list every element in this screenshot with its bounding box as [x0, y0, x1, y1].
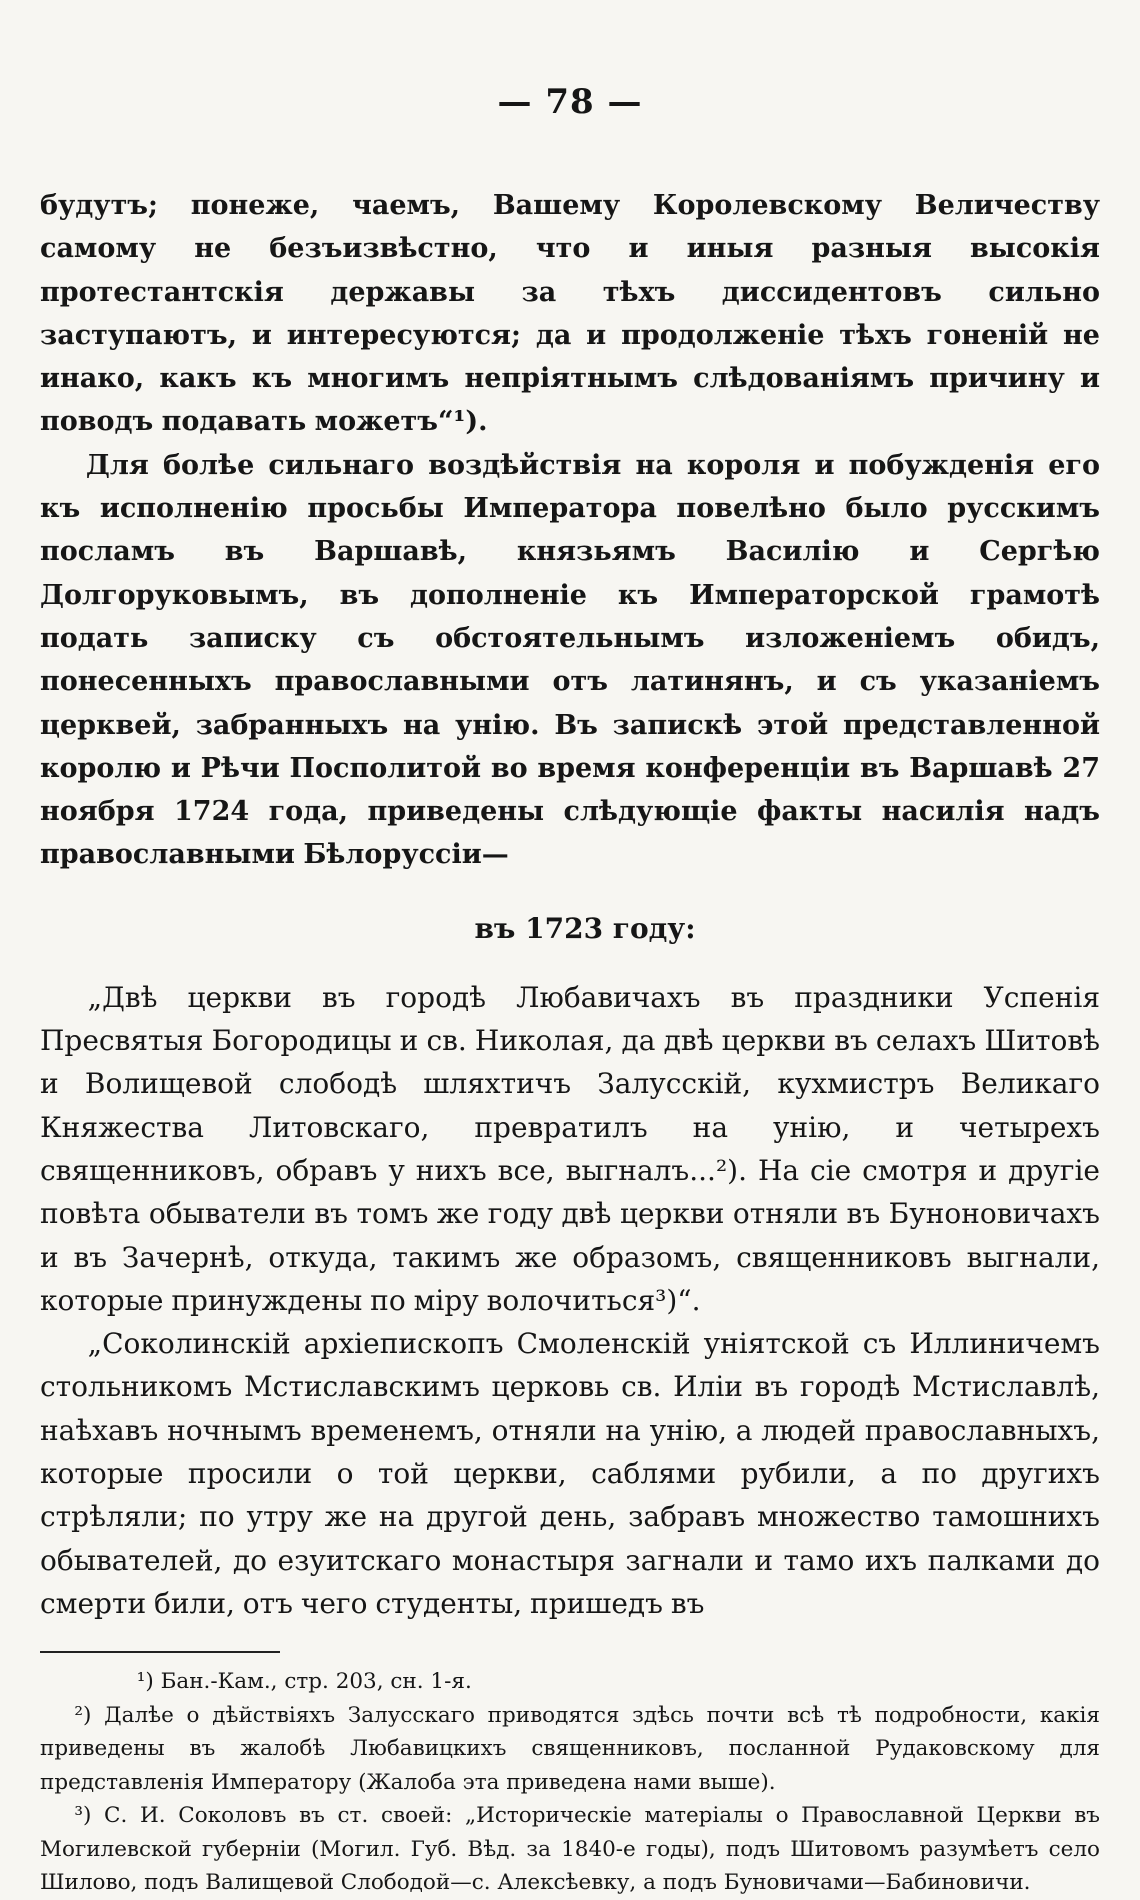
paragraph-2: Для болѣе сильнаго воздѣйствія на короля и побужденія его къ исполненію просьбы Императора повелѣно было русскимъ посламъ въ Варшавѣ, князьямъ Василію и Сергѣю Долгоруковымъ, въ дополненіе къ Императорской грамотѣ подать записку съ обстоятельнымъ изложеніемъ обидъ, понесенныхъ православными отъ латинянъ, и съ указаніемъ церквей, забранныхъ на унію. Въ запискѣ этой представленной королю и Рѣчи Посполитой во время конференціи въ Варшавѣ 27 ноября 1724 года, приведены слѣдующіе факты насилія надъ православными Бѣлоруссіи—	[40, 449, 1100, 871]
footnote-1: ¹) Бан.-Кам., стр. 203, сн. 1-я.	[136, 1669, 472, 1695]
paragraph-4: „Соколинскій архіепископъ Смоленскій уніятской съ Иллиничемъ стольникомъ Мстиславскимъ церковь св. Иліи въ городѣ Мстиславлѣ, наѣхавъ ночнымъ временемъ, отняли на унію, а людей православныхъ, которые просили о той церкви, саблями рубили, а по другихъ стрѣляли; по утру же на другой день, забравъ множество тамошнихъ обывателей, до езуитскаго монастыря загнали и тамо ихъ палками до смерти били, отъ чего студенты, пришедъ въ	[40, 1327, 1100, 1620]
year-heading: въ 1723 году:	[474, 911, 696, 945]
footnote-divider	[40, 1651, 280, 1653]
regular-text-block	[40, 976, 1100, 1625]
paragraph-3: „Двѣ церкви въ городѣ Любавичахъ въ праздники Успенія Пресвятыя Богородицы и св. Николая, да двѣ церкви въ селахъ Шитовѣ и Волищевой слободѣ шляхтичъ Залусскій, кухмистръ Великаго Княжества Литовскаго, превратилъ на унію, и четырехъ священниковъ, обравъ у нихъ все, выгналъ...²). На сіе смотря и другіе повѣта обыватели въ томъ же году двѣ церкви отняли въ Буноновичахъ и въ Зачернѣ, откуда, такимъ же образомъ, священниковъ выгнали, которые принуждены по міру волочиться³)“.	[40, 980, 1100, 1317]
paragraph-1: будутъ; понеже, чаемъ, Вашему Королевскому Величеству самому не безъизвѣстно, что и иныя разныя высокія протестантскія державы за тѣхъ диссидентовъ сильно заступаютъ, и интересуются; да и продолженіе тѣхъ гоненій не инако, какъ къ многимъ непріятнымъ слѣдованіямъ причину и поводъ подавать можетъ“¹).	[40, 190, 1100, 438]
footnote-3: ³) С. И. Соколовъ въ ст. своей: „Историческіе матеріалы о Православной Церкви въ Могилевской губерніи (Могил. Губ. Вѣд. за 1840-е годы), подъ Шитовомъ разумѣетъ село Шилово, подъ Валищевой Слободой—с. Алексѣевку, а подъ Буновичами—Бабиновичи.	[40, 1803, 1100, 1896]
bold-text-block	[40, 184, 1100, 877]
footnote-2: ²) Далѣе о дѣйствіяхъ Залусскаго приводятся здѣсь почти всѣ тѣ подробности, какія приведены въ жалобѣ Любавицкихъ священниковъ, посланной Рудаковскому для представленія Императору (Жалоба эта приведена нами выше).	[40, 1702, 1100, 1795]
page-number: — 78 —	[497, 82, 643, 122]
footnotes	[40, 1665, 1100, 1900]
